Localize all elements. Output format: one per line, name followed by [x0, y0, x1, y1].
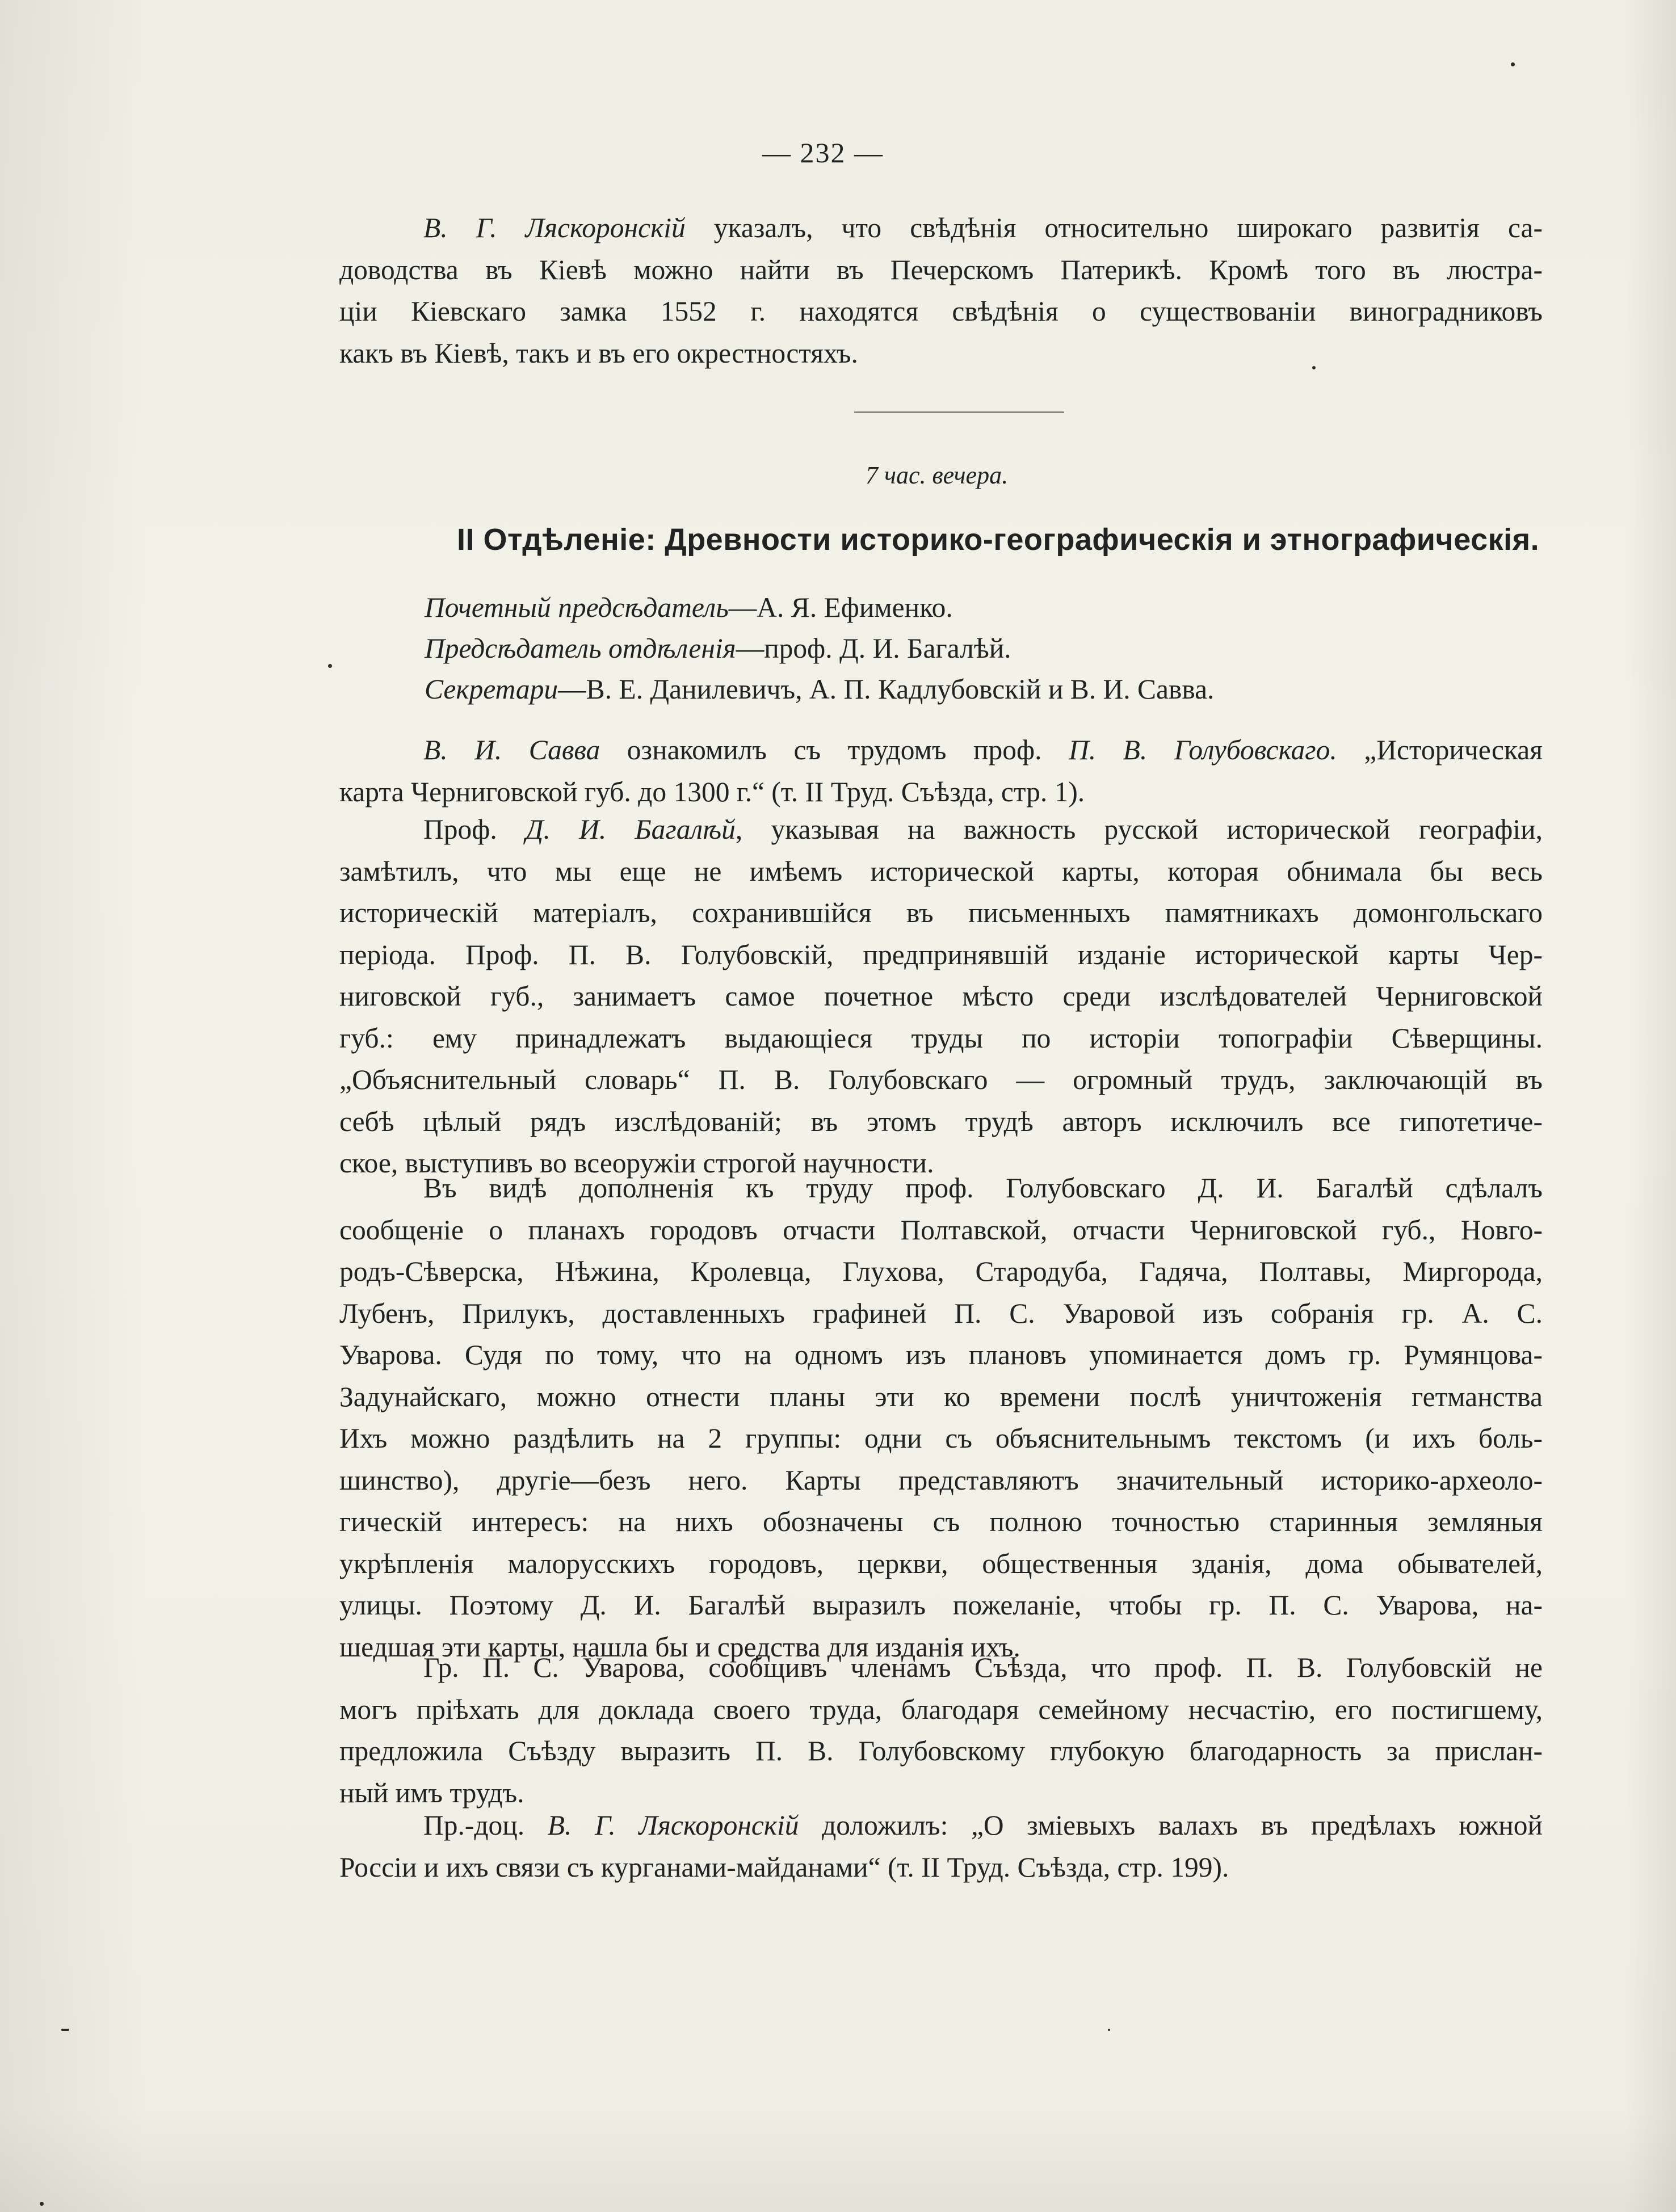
- paragraph-line: В. Г. Ляскоронскій указалъ, что свѣдѣнія относительно широкаго развитія са-: [423, 212, 1543, 243]
- paragraph-line: В. И. Савва ознакомилъ съ трудомъ проф. П. В. Голубовскаго. „Историческая: [423, 734, 1543, 766]
- paragraph-line: себѣ цѣлый рядъ изслѣдованій; въ этомъ трудѣ авторъ исключилъ все гипотетиче-: [339, 1105, 1543, 1137]
- officer-names: —А. Я. Ефименко.: [728, 592, 953, 623]
- paragraph-line: улицы. Поэтому Д. И. Багалѣй выразилъ пожеланіе, чтобы гр. П. С. Уварова, на-: [339, 1589, 1543, 1621]
- paragraph-line: шедшая эти карты, нашла бы и средства для изданія ихъ.: [339, 1631, 1020, 1663]
- paragraph-line: гическій интересъ: на нихъ обозначены съ полною точностью старинныя земляныя: [339, 1506, 1543, 1537]
- paragraph-line: какъ въ Кіевѣ, такъ и въ его окрестностяхъ.: [339, 337, 858, 369]
- page-shadow-right: [1625, 0, 1676, 2212]
- paragraph-lyaskoronsky-gardening: [339, 207, 1543, 374]
- paragraph-savva: [339, 729, 1543, 813]
- person-name: В. Г. Ляскоронскій: [423, 212, 686, 243]
- dust-speck: [40, 2202, 44, 2206]
- officers-list: [425, 587, 1214, 710]
- page-number: — 232 —: [762, 137, 884, 169]
- paragraph-line: Гр. П. С. Уварова, сообщивъ членамъ Съѣзда, что проф. П. В. Голубовскій не: [423, 1652, 1543, 1683]
- dust-speck: [328, 664, 332, 668]
- officer-line: [425, 669, 1214, 710]
- paragraph-line: Россіи и ихъ связи съ курганами-майданами“ (т. II Труд. Съѣзда, стр. 199).: [339, 1851, 1229, 1883]
- paragraph-line: Пр.-доц. В. Г. Ляскоронскій доложилъ: „О зміевыхъ валахъ въ предѣлахъ южной: [423, 1810, 1543, 1841]
- paragraph-line: губ.: ему принадлежатъ выдающіеся труды по исторіи топографіи Сѣверщины.: [339, 1022, 1543, 1054]
- paragraph-line: Уварова. Судя по тому, что на одномъ изъ плановъ упоминается домъ гр. Румянцова-: [339, 1339, 1543, 1370]
- paragraph-line: Задунайскаго, можно отнести планы эти ко времени послѣ уничтоженія гетманства: [339, 1381, 1543, 1412]
- page-shadow-bottom: [0, 2110, 1676, 2212]
- dust-speck: [1108, 2029, 1110, 2031]
- paragraph-line: предложила Съѣзду выразить П. В. Голубовскому глубокую благодарность за прислан-: [339, 1735, 1543, 1767]
- paragraph-line: Проф. Д. И. Багалѣй, указывая на важность русской исторической географіи,: [423, 814, 1543, 845]
- paragraph-line: періода. Проф. П. В. Голубовскій, предпринявшій изданіе исторической карты Чер-: [339, 939, 1543, 970]
- paragraph-line: Ихъ можно раздѣлить на 2 группы: одни съ объяснительнымъ текстомъ (и ихъ боль-: [339, 1423, 1543, 1454]
- paragraph-line: родъ-Сѣверска, Нѣжина, Кролевца, Глухова, Стародуба, Гадяча, Полтавы, Миргорода,: [339, 1256, 1543, 1287]
- officer-names: —В. Е. Данилевичъ, А. П. Кадлубовскій и В. И. Савва.: [558, 674, 1215, 705]
- paragraph-town-plans: [339, 1167, 1543, 1668]
- paragraph-uvarova: [339, 1647, 1543, 1814]
- paragraph-line: сообщеніе о планахъ городовъ отчасти Полтавской, отчасти Черниговской губ., Новго-: [339, 1214, 1543, 1246]
- paragraph-line: укрѣпленія малорусскихъ городовъ, церкви, общественныя зданія, дома обывателей,: [339, 1547, 1543, 1579]
- section-heading: II Отдѣленіе: Древности историко-географическія и этнографическія.: [457, 523, 1540, 557]
- dust-speck: [1312, 366, 1316, 369]
- paragraph-line: Въ видѣ дополненія къ труду проф. Голубовскаго Д. И. Багалѣй сдѣлалъ: [423, 1172, 1543, 1204]
- paragraph-line: доводства въ Кіевѣ можно найти въ Печерскомъ Патерикѣ. Кромѣ того въ люстра-: [339, 254, 1543, 285]
- paragraph-line: „Объяснительный словарь“ П. В. Голубовскаго — огромный трудъ, заключающій въ: [339, 1064, 1543, 1095]
- officer-role: Предсѣдатель отдѣленія: [425, 633, 736, 664]
- paragraph-bagaley: [339, 809, 1543, 1184]
- paragraph-line: карта Черниговской губ. до 1300 г.“ (т. II Труд. Съѣзда, стр. 1).: [339, 776, 1085, 808]
- paragraph-lyaskoronsky-report: [339, 1805, 1543, 1888]
- paragraph-line: замѣтилъ, что мы еще не имѣемъ исторической карты, которая обнимала бы весь: [339, 855, 1543, 887]
- session-time: 7 час. вечера.: [866, 461, 1009, 489]
- paragraph-line: историческій матеріалъ, сохранившійся въ письменныхъ памятникахъ домонгольскаго: [339, 897, 1543, 928]
- person-name: П. В. Голубовскаго.: [1069, 734, 1337, 766]
- paragraph-line: Лубенъ, Прилукъ, доставленныхъ графиней П. С. Уваровой изъ собранія гр. А. С.: [339, 1297, 1543, 1329]
- person-name: В. Г. Ляскоронскій: [547, 1810, 799, 1841]
- officer-role: Почетный предсѣдатель: [425, 592, 729, 623]
- dust-speck: [1511, 62, 1515, 66]
- paragraph-line: ниговской губ., занимаетъ самое почетное мѣсто среди изслѣдователей Черниговской: [339, 981, 1543, 1012]
- officer-role: Секретари: [425, 674, 558, 705]
- page-shadow-left: [0, 0, 148, 2212]
- officer-names: —проф. Д. И. Багалѣй.: [736, 633, 1011, 664]
- paragraph-line: ный имъ трудъ.: [339, 1777, 524, 1809]
- person-name: В. И. Савва: [423, 734, 600, 766]
- paragraph-line: ціи Кіевскаго замка 1552 г. находятся свѣдѣнія о существованіи виноградниковъ: [339, 296, 1543, 327]
- paragraph-line: ское, выступивъ во всеоружіи строгой научности.: [339, 1147, 934, 1179]
- paragraph-line: шинство), другіе—безъ него. Карты представляютъ значительный историко-археоло-: [339, 1464, 1543, 1496]
- section-divider: [854, 411, 1064, 413]
- person-name: Д. И. Багалѣй: [525, 814, 736, 845]
- officer-line: [425, 628, 1214, 669]
- dust-speck: [61, 2029, 69, 2031]
- paragraph-line: могъ пріѣхать для доклада своего труда, благодаря семейному несчастію, его постигшему,: [339, 1693, 1543, 1725]
- officer-line: [425, 587, 1214, 628]
